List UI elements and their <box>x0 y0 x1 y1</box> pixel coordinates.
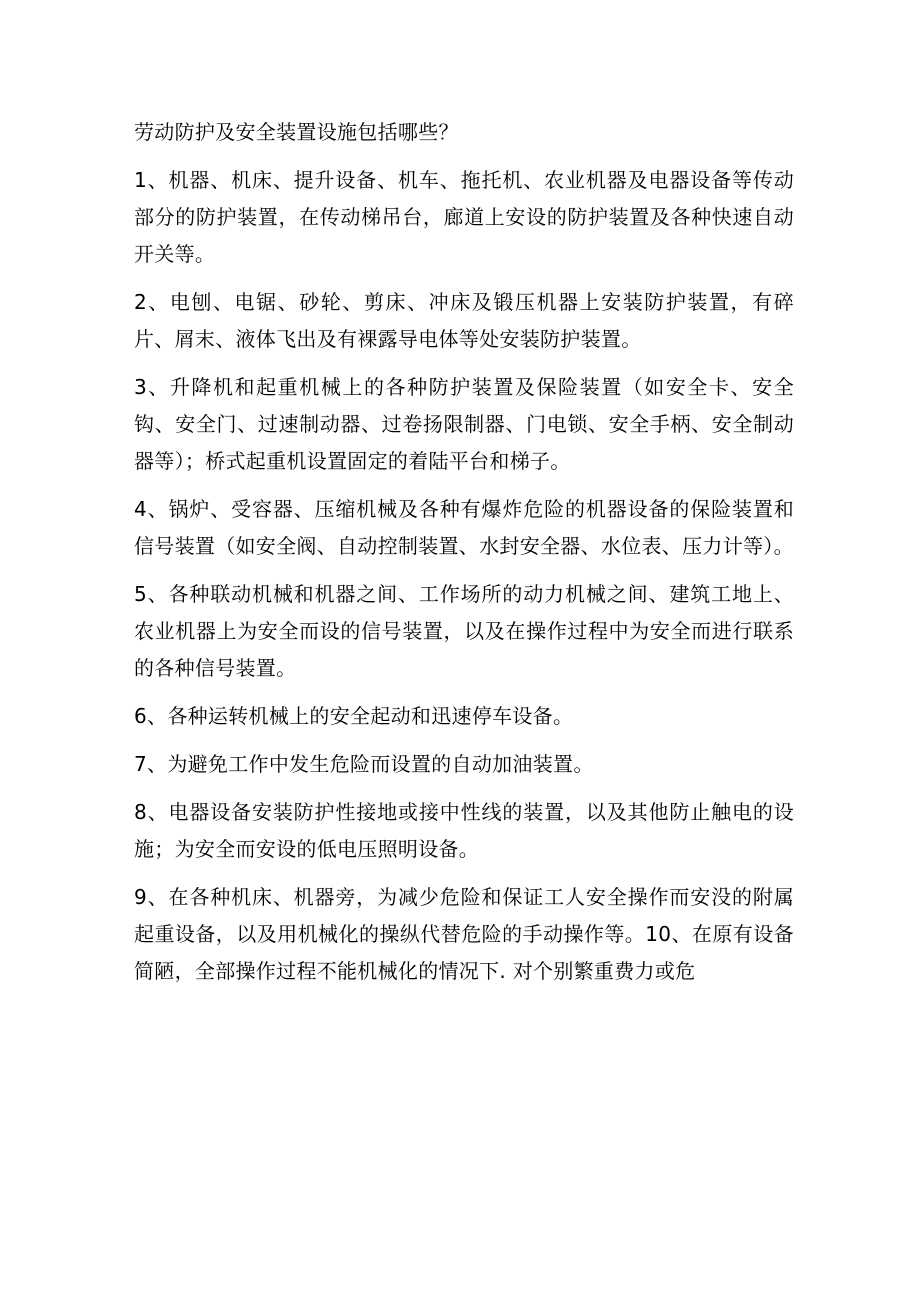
paragraph-item-5: 5、各种联动机械和机器之间、工作场所的动力机械之间、建筑工地上、农业机器上为安全而设的信号装置，以及在操作过程中为安全而进行联系的各种信号装置。 <box>134 582 794 680</box>
document-body <box>134 114 794 1001</box>
paragraph-item-2: 2、电刨、电锯、砂轮、剪床、冲床及锻压机器上安装防护装置，有碎片、屑末、液体飞出及有裸露导电体等处安装防护装置。 <box>134 290 794 351</box>
paragraph-item-9: 9、在各种机床、机器旁，为减少危险和保证工人安全操作而安没的附属起重设备，以及用机械化的操纵代替危险的手动操作等。10、在原有设备简陋，全部操作过程不能机械化的情况下. 对个别繁重费力或危 <box>134 885 794 983</box>
document-title: 劳动防护及安全装置设施包括哪些？ <box>134 120 459 144</box>
paragraph-item-4: 4、锅炉、受容器、压缩机械及各种有爆炸危险的机器设备的保险装置和信号装置（如安全阀、自动控制装置、水封安全器、水位表、压力计等）。 <box>134 497 794 558</box>
paragraph-item-7: 7、为避免工作中发生危险而设置的自动加油装置。 <box>134 752 594 776</box>
paragraph-item-6: 6、各种运转机械上的安全起动和迅速停车设备。 <box>134 704 574 728</box>
paragraph-item-1: 1、机器、机床、提升设备、机车、拖托机、农业机器及电器设备等传动部分的防护装置，在传动梯吊台，廊道上安设的防护装置及各种快速自动开关等。 <box>134 168 794 266</box>
paragraph-item-8: 8、电器设备安装防护性接地或接中性线的装置，以及其他防止触电的设施；为安全而安设的低电压照明设备。 <box>134 800 794 861</box>
paragraph-item-3: 3、升降机和起重机械上的各种防护装置及保险装置（如安全卡、安全钩、安全门、过速制动器、过卷扬限制器、门电锁、安全手柄、安全制动器等）；桥式起重机设置固定的着陆平台和梯子。 <box>134 375 794 473</box>
